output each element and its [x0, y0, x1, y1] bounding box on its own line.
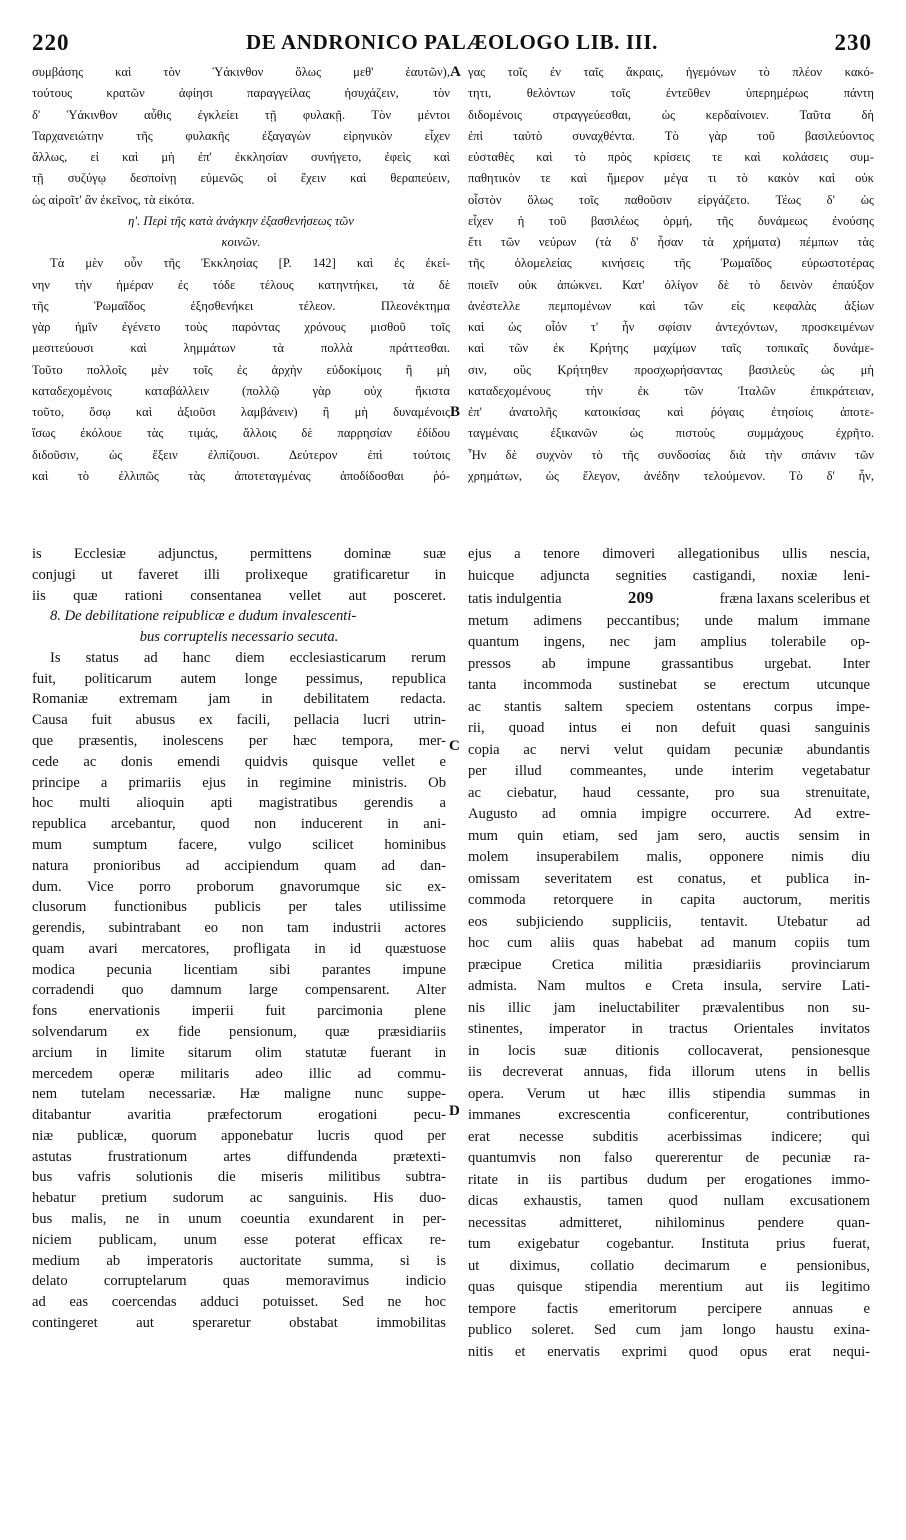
latin-line: necessitas admitteret, nihilominus pendere quan- [468, 1214, 870, 1231]
greek-column-right [468, 62, 874, 487]
latin-line: Causa fuit abusus ex facili, pellacia lucri utrin- [32, 712, 446, 729]
greek-line: καὶ τῶν ἐκ Κρήτης μαχίμων ταῖς τοπικαῖς δυνάμε- [468, 341, 874, 356]
latin-line: hoc cum aliis quas habebat ad manum copiis tum [468, 935, 870, 951]
latin-line: tempore factis emeritorum percipere annuas e [468, 1300, 870, 1317]
greek-line: διδοῦσιν, ὡς ἕξειν ἐλπίζουσι. Δεύτερον ἐπὶ τούτοις [32, 447, 450, 462]
greek-line: τούτους κρατῶν ἀφίησι παραγγείλας ἡσυχάζειν, τὸν [32, 86, 450, 101]
latin-line: modica pecunia licentiam sibi parantes impune [32, 961, 446, 978]
latin-line: nis illic jam ineluctabiliter prævalentibus non su- [468, 999, 870, 1016]
greek-line: γὰρ ἡμῖν ἐγένετο τοὺς παρόντας χρόνους μισθοῦ τοῖς [32, 320, 450, 334]
latin-line: mum sumptum facere, vulgo scilicet hominibus [32, 836, 446, 853]
greek-line: ἴσως ἐκόλουε τὰς τιμάς, ἄλλοις δὲ παρρησίαν ἐδίδου [32, 426, 450, 441]
greek-line: καὶ ὡς οἷόν τ' ἦν σφίσιν ἀντεχόντων, προσκειμένων [468, 320, 874, 334]
latin-line: natura pronioribus ad accipiendum quam ad dan- [32, 857, 446, 874]
latin-line: Romaniæ extremam jam in debilitatem redacta. [32, 691, 446, 708]
left-page-number: 220 [32, 30, 70, 55]
latin-line-fragment: tatis indulgentia [468, 591, 562, 607]
latin-line: quantumvis non falso quererentur de pecuniæ ra- [468, 1150, 870, 1166]
greek-column-left [32, 62, 450, 487]
greek-line: δ' Ὑάκινθον αὖθις ἐγκλείει τῇ φυλακῇ. Τὸν μέντοι [32, 107, 450, 122]
latin-line: medium ab imperatoris auctoritate summa, si is [32, 1252, 446, 1269]
greek-line: Ἦν δὲ συχνὸν τὸ τῆς συνδοσίας διὰ τὴν σπάνιν τῶν [468, 447, 874, 462]
greek-line: ποιεῖν οὐκ ἀπώκνει. Κατ' ὀλίγον δὲ τὸ δεινὸν ἐπαύξον [468, 277, 874, 292]
latin-line: stinentes, imperator in tractus Orientales invitatos [468, 1021, 870, 1037]
latin-line: delato corruptelarum quas memoravimus indicio [32, 1273, 446, 1290]
latin-line: gerendis, subintrabant eo non tam industrii actores [32, 920, 446, 937]
running-header [32, 30, 872, 58]
latin-line: republica arcebantur, quod non inducerent in ani- [32, 816, 446, 833]
latin-line: quantum ingens, nec jam amplius tolerabile op- [468, 634, 870, 650]
greek-line: ἔτι τῶν νεύρων (τὰ δ' ἦσαν τὰ χρήματα) πέμπων τὰς [468, 235, 874, 249]
latin-line: ut diximus, collatio decimarum e pensionibus, [468, 1257, 870, 1274]
latin-line-fragment: fræna laxans sceleribus et [719, 591, 870, 607]
running-title: DE ANDRONICO PALÆOLOGO LIB. III. [245, 30, 659, 54]
latin-line: Is status ad hanc diem ecclesiasticarum rerum [50, 649, 446, 666]
latin-line: tanta incommoda sustinebat se erectum utcunque [468, 677, 870, 693]
latin-line: ritate in iis partibus dudum per erogationes immo- [468, 1171, 870, 1188]
page-reference-number: 209 [627, 588, 654, 607]
latin-line: huicque adjuncta segnities castigandi, noxiæ leni- [468, 567, 870, 584]
latin-line: pressos ab impune grassantibus urgebat. Inter [468, 655, 870, 672]
latin-line: quam avari mercatores, profligata in id quæstuose [32, 940, 446, 957]
greek-line: εὐσταθὲς καὶ τὸ πρὸς κρίσεις τε καὶ κολάσεις συμ- [468, 150, 874, 164]
greek-line: ἐπὶ ταὐτὸ συναχθέντα. Τὸ γὰρ τοῦ βασιλεύοντος [468, 128, 874, 143]
greek-line: Ταρχανειώτην τῆς φυλακῆς ἐξαγαγὼν εἰρηνικὸν εἶχεν [32, 128, 450, 143]
latin-line: hoc multi alioquin apti magistratibus gerendis a [32, 795, 446, 812]
greek-line: μεσιτεύουσι καὶ λημμάτων τὰ πολλὰ πράττεσθαι. [32, 341, 450, 356]
greek-line: ἀνέστελλε πεμπομένων καὶ τῶν εἰς κεφαλὰς ἀξίων [468, 298, 874, 313]
latin-section-heading: 8. De debilitatione reipublicæ e dudum invalescenti- [50, 608, 357, 625]
latin-line: ejus a tenore dimoveri allegationibus ullis nescia, [468, 546, 870, 562]
greek-section-heading-cont: κοινῶν. [221, 235, 261, 249]
latin-line: iis quæ rationi consentanea vellet aut posceret. [32, 587, 446, 604]
latin-line: bus vafris solutionis die miseris militibus subtra- [32, 1169, 446, 1186]
latin-line: admista. Nam multos e Creta insula, servire Lati- [468, 978, 870, 994]
greek-line: συμβάσης καὶ τὸν Ὑάκινθον ὅλως μεθ' ἑαυτῶν), [32, 65, 450, 79]
latin-line: rii, quoad intus ei non defuit quasi sanguinis [468, 720, 870, 736]
greek-line: ταγμέναις ἐξικανῶν ὡς πιστοὺς συμμάχους ἐχρῆτο. [468, 426, 874, 441]
greek-line: ἄλλως, εἰ καὶ μὴ ἐπ' ἐκκλησίαν συνήγετο, ἐφεὶς καὶ [32, 150, 450, 164]
latin-line: publico soleret. Sed cum jam longo haustu exina- [468, 1322, 870, 1338]
latin-line: niciem publicam, unum esse poterat efficax re- [32, 1231, 446, 1248]
latin-line: dum. Vice porro proborum gnavorumque sic ex- [32, 878, 446, 895]
greek-line: τῆς ὁλομελείας κινήσεις τῆς Ῥωμαΐδος εὐρωστοτέρας [468, 256, 874, 271]
latin-line: ad eas coercendas adduci potuisset. Sed ne hoc [32, 1294, 446, 1311]
greek-line: Τὰ μὲν οὖν τῆς Ἐκκλησίας [P. 142] καὶ ἐς ἐκεί- [50, 256, 450, 271]
latin-line: fons enervationis imperii fuit parcimonia plene [32, 1003, 446, 1020]
margin-marker-c: C [449, 738, 460, 754]
greek-line: τῆς Ῥωμαΐδος ἐξησθενήκει τέλεον. Πλεονέκτημα [32, 298, 450, 313]
greek-line: καταδεχομένοις καταβάλλειν (πολλῷ γὰρ οὐχ ἥκιστα [32, 383, 450, 398]
greek-line: χρημάτων, ὡς ἔλεγον, ἀνέδην τελούμενον. Τὸ δ' ἦν, [468, 468, 874, 483]
latin-line: contingeret aut speraretur obstabat immobilitas [32, 1314, 446, 1331]
latin-line: per illud commeantes, unde interim vegetabatur [468, 763, 870, 779]
latin-column-right [468, 544, 870, 1363]
greek-section-heading: η'. Περὶ τῆς κατὰ ἀνάγκην ἐξασθενήσεως τῶν [128, 213, 354, 228]
greek-line: Τοῦτο πολλοῖς μὲν τοῖς ἐς ἀρχὴν εὐδοκίμοις ἢ μὴ [32, 362, 450, 377]
greek-line: διδομένοις στραγγεύεσθαι, ὡς κερδαίνοιεν. Ταῦτα δὴ [468, 107, 874, 122]
latin-line: tum exigebatur cogebantur. Instituta prius fuerat, [468, 1236, 870, 1252]
margin-marker-d: D [449, 1103, 460, 1119]
latin-line: eos subjiciendo suppliciis, tentavit. Utebatur ad [468, 913, 870, 930]
latin-line: nitis et enervatis exprimi quod opus erat nequi- [468, 1343, 870, 1360]
latin-line: cede ac donis emendi quidvis quisque vellet e [32, 753, 446, 770]
greek-line: τητι, θελόντων τοῖς ἐντεῦθεν ὑπερημέρως πάντη [468, 86, 874, 101]
latin-line: clusorum functionibus publicis per tales utilissime [32, 899, 446, 916]
latin-line: erat necesse subditis acerbissimas indicere; qui [468, 1128, 870, 1145]
latin-line: Augusto ad omnia impigre occurrere. Ad extre- [468, 806, 870, 822]
greek-line: νην τὴν ἡμέραν ἐς τόδε τέλους κατηντήκει, τὰ δὲ [32, 277, 450, 292]
latin-line: dicas exhaustis, tamen quod nullam excusationem [468, 1193, 870, 1209]
greek-line: τῇ συζύγῳ δεσποίνῃ εὐμενῶς οἱ ἔχειν καὶ θεραπεύειν, [32, 171, 450, 186]
latin-line: opera. Verum ut hæc illis stipendia summas in [468, 1085, 870, 1102]
latin-line: arcium in limite sitarum olim statutæ fuerant in [32, 1044, 446, 1061]
greek-line: εἶχεν ἡ τοῦ βασιλέως ὁρμή, τῆς δυνάμεως ἐνούσης [468, 213, 874, 228]
greek-line: γας τοῖς ἐν ταῖς ἄκραις, ἡγεμόνων τὸ πλέον κακό- [468, 65, 874, 79]
latin-line: ditabantur avaritia præfectorum erogationi pecu- [32, 1107, 446, 1124]
latin-line: ac stantis saltem speciem ostentans corpus impe- [468, 698, 870, 715]
latin-line: astutas frustrationum artes diffundenda prætexti- [32, 1148, 446, 1165]
latin-line: hebatur pretium sudorum ac sanguinis. His duo- [32, 1190, 446, 1207]
latin-line: iis decreverat annuas, fida illorum utens in bellis [468, 1064, 870, 1080]
latin-line: in locis suæ ditionis collocaverat, pensionesque [468, 1042, 870, 1059]
margin-marker-a: A [450, 64, 461, 80]
latin-line: corradendi quo damnum large compensarent. Alter [32, 982, 446, 999]
latin-line: præcipue Cretica militia præsidiariis provinciarum [468, 956, 870, 973]
greek-line: καταδεχομένους τὴν ἐκ τῶν Ἰταλῶν ἐπικράτειαν, [468, 383, 874, 398]
latin-line: commoda retorquere in capita auctorum, meritis [468, 892, 870, 908]
latin-line: que præsentis, inolescens per hæc tempora, mer- [32, 733, 446, 750]
greek-line: σιν, οὓς Κρήτηθεν προσχωρήσαντας βασιλεὺς ὡς μὴ [468, 362, 874, 377]
latin-line-with-page-ref [468, 587, 870, 611]
latin-line: ac ciebatur, haud cessante, pro sua strenuitate, [468, 784, 870, 801]
latin-line: bus malis, ne in unum coeuntia exundarent in per- [32, 1211, 446, 1227]
greek-line: καὶ τὸ ἐλλιπῶς τὰς ἀποτεταγμένας ἀποδίδοσθαι ῥό- [32, 468, 450, 483]
latin-line: immanes excrescentia conficerentur, contributiones [468, 1107, 870, 1123]
greek-line: παθητικὸν τε καὶ ἥμερον μέγα τι τὸ κακὸν καὶ οὐκ [468, 171, 874, 186]
latin-line: molem insuperabilem malis, opponere nimis diu [468, 849, 870, 865]
latin-line: omissam severitatem est conatus, et publica in- [468, 870, 870, 887]
latin-line: niæ publicæ, quorum apponebatur lucris quod per [32, 1127, 446, 1144]
latin-line: fuit, politicarum autem longe pessimus, republica [32, 670, 446, 687]
greek-line: οἷστὸν ὅλως τοῖς παθοῦσιν εἰργάζετο. Τέως δ' ὡς [468, 192, 874, 207]
latin-line: quas quisque stipendia merentium aut iis legitimo [468, 1279, 870, 1295]
latin-section-heading-cont: bus corruptelis necessario secuta. [139, 629, 339, 646]
latin-line: copia ac nervi velut quidam pecuniæ abundantis [468, 741, 870, 758]
latin-line: nem tutelam necessariæ. Hæ maligne nunc suppe- [32, 1086, 446, 1103]
latin-line: conjugi ut faveret illi prolixeque gratificaretur in [32, 566, 446, 583]
greek-line: ἐπ' ἀνατολῆς κατοικίσας καὶ ῥόγαις ἐτησίοις ἀποτε- [468, 405, 874, 419]
latin-column-left [32, 544, 446, 1334]
latin-line: metum adimens peccantibus; unde malum immane [468, 612, 870, 629]
right-page-number: 230 [834, 30, 872, 55]
margin-marker-b: B [450, 404, 461, 420]
latin-line: mercedem operæ militaris adeo illic ad commu- [32, 1065, 446, 1082]
latin-line: solvendarum ex fide pensionum, quæ præsidiariis [32, 1023, 446, 1040]
latin-line: mum quin etiam, sed jam sero, auctis sensim in [468, 827, 870, 844]
greek-line: ὡς αἱροῖτ' ἂν ἐκεῖνος, τὰ εἰκότα. [32, 192, 195, 207]
latin-line: principe a primariis ejus in regimine ministris. Ob [32, 774, 446, 791]
latin-line: is Ecclesiæ adjunctus, permittens dominæ suæ [32, 546, 446, 562]
greek-line: τοῦτο, ὅσῳ καὶ ἀξιοῦσι λαμβάνειν) ἢ μὴ δυναμένοις [32, 405, 450, 419]
